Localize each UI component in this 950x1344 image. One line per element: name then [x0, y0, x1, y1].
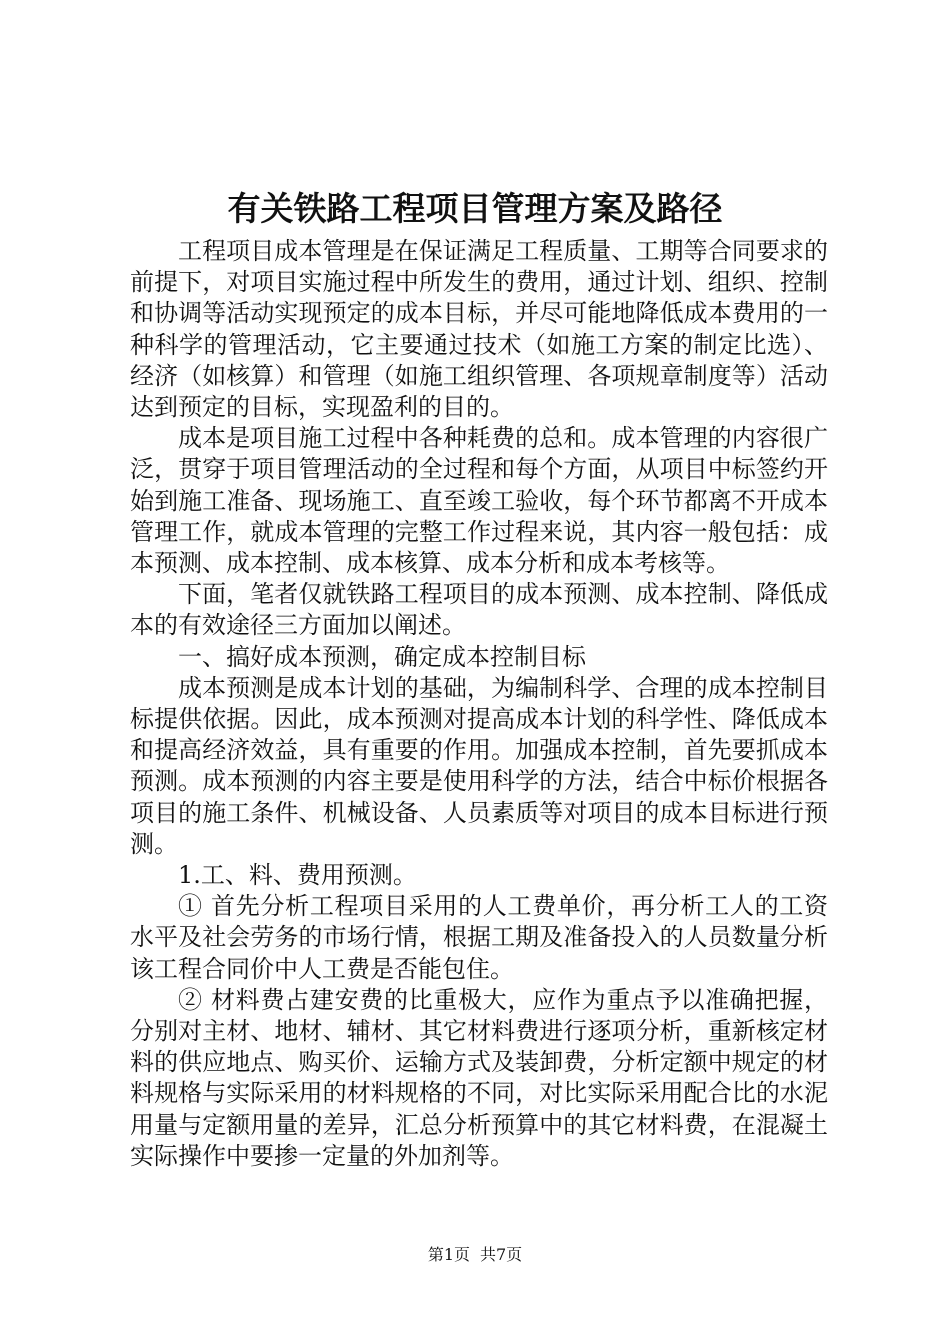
- paragraph-overview: 下面，笔者仅就铁路工程项目的成本预测、成本控制、降低成本的有效途径三方面加以阐述。: [130, 580, 828, 640]
- subsection-heading-1: 1.工、料、费用预测。: [178, 861, 417, 890]
- document-body: [130, 236, 828, 1172]
- paragraph-intro: 工程项目成本管理是在保证满足工程质量、工期等合同要求的前提下，对项目实施过程中所发生的费用，通过计划、组织、控制和协调等活动实现预定的成本目标，并尽可能地降低成本费用的一种科学的管理活动，它主要通过技术（如施工方案的制定比选）、经济（如核算）和管理（如施工组织管理、各项规章制度等）活动达到预定的目标，实现盈利的目的。: [130, 237, 828, 422]
- paragraph-cost-forecast: 成本预测是成本计划的基础，为编制科学、合理的成本控制目标提供依据。因此，成本预测对提高成本计划的科学性、降低成本和提高经济效益，具有重要的作用。加强成本控制，首先要抓成本预测。成本预测的内容主要是使用科学的方法，结合中标价根据各项目的施工条件、机械设备、人员素质等对项目的成本目标进行预测。: [130, 673, 828, 858]
- document-title: 有关铁路工程项目管理方案及路径: [227, 189, 723, 228]
- page-footer: [0, 1244, 950, 1266]
- paragraph-labor-cost: ① 首先分析工程项目采用的人工费单价，再分析工人的工资水平及社会劳务的市场行情，根据工期及准备投入的人员数量分析该工程合同价中人工费是否能包住。: [130, 892, 828, 983]
- page-number: 第1页: [427, 1245, 470, 1264]
- page-total: 共7页: [480, 1245, 523, 1264]
- section-heading-1: 一、搞好成本预测，确定成本控制目标: [178, 642, 586, 671]
- paragraph-cost-definition: 成本是项目施工过程中各种耗费的总和。成本管理的内容很广泛，贯穿于项目管理活动的全过程和每个方面，从项目中标签约开始到施工准备、现场施工、直至竣工验收，每个环节都离不开成本管理工作，就成本管理的完整工作过程来说，其内容一般包括：成本预测、成本控制、成本核算、成本分析和成本考核等。: [130, 424, 828, 578]
- paragraph-material-cost: ② 材料费占建安费的比重极大，应作为重点予以准确把握，分别对主材、地材、辅材、其它材料费进行逐项分析，重新核定材料的供应地点、购买价、运输方式及装卸费，分析定额中规定的材料规格与实际采用的材料规格的不同，对比实际采用配合比的水泥用量与定额用量的差异，汇总分析预算中的其它材料费，在混凝土实际操作中要掺一定量的外加剂等。: [130, 985, 828, 1170]
